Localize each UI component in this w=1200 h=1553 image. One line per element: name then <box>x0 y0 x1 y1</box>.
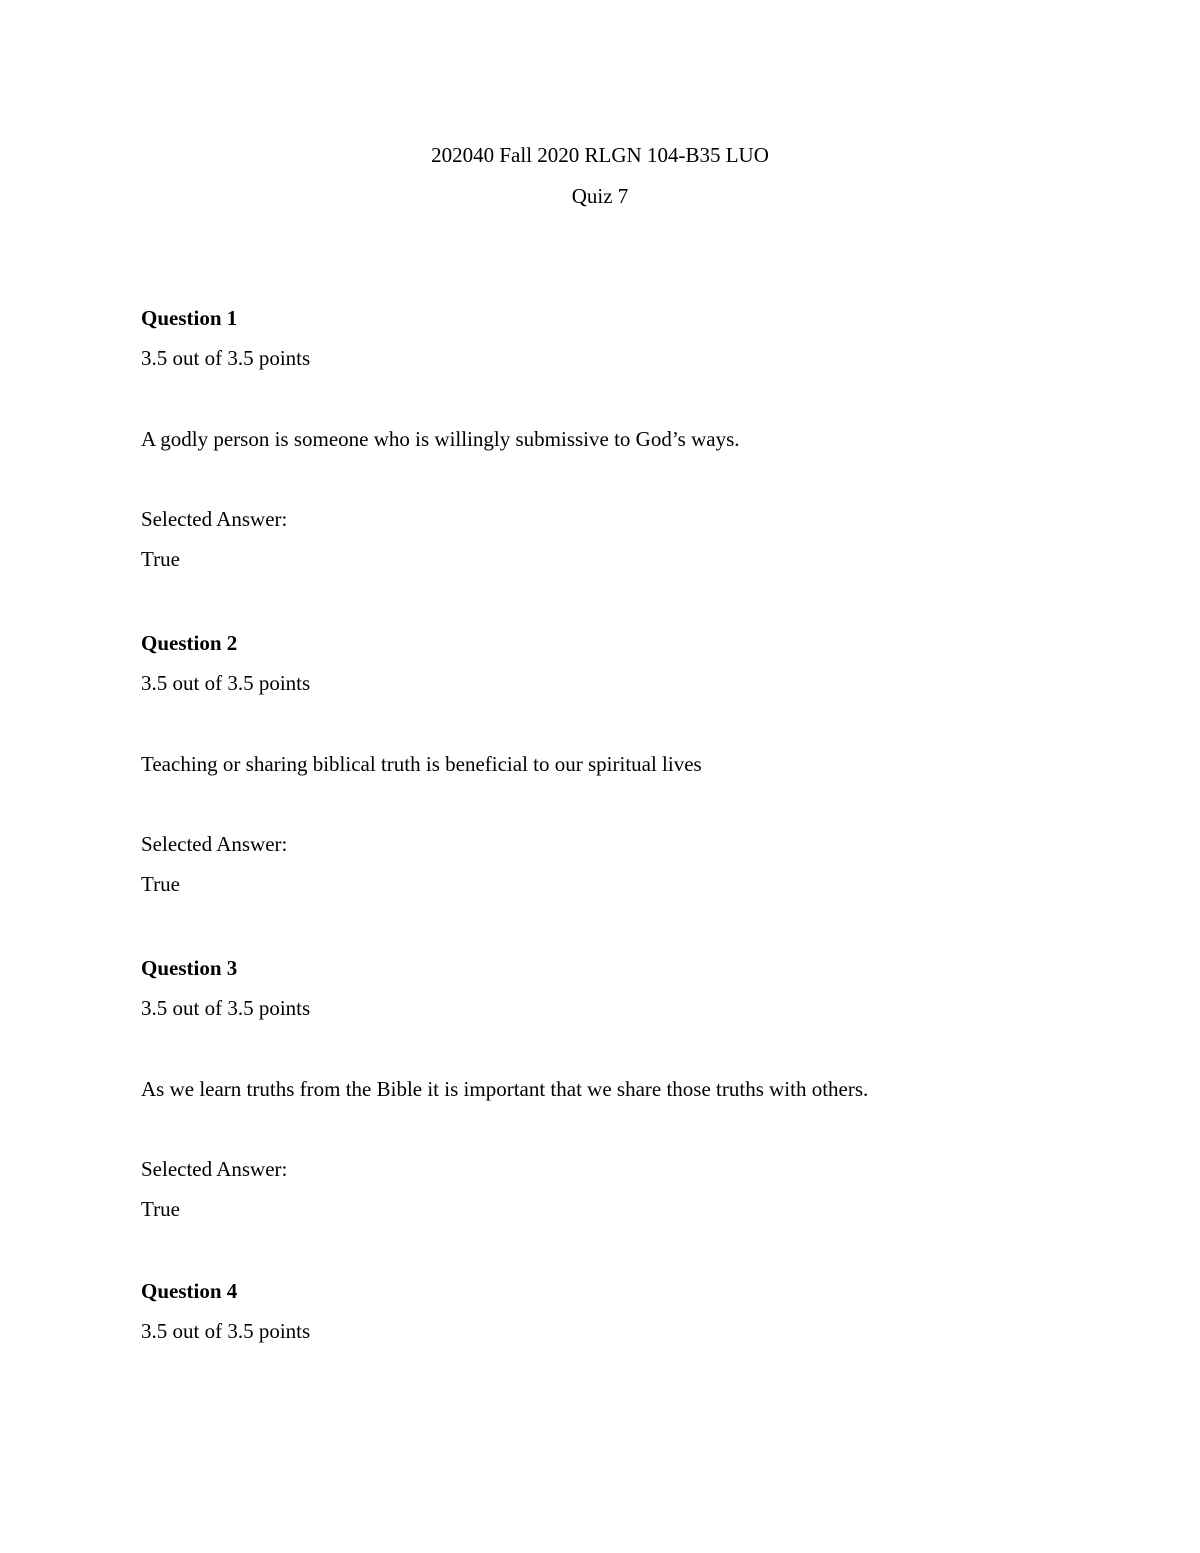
question-points: 3.5 out of 3.5 points <box>141 996 311 1020</box>
question-points: 3.5 out of 3.5 points <box>141 346 311 370</box>
question-text: As we learn truths from the Bible it is important that we share those truths with others. <box>141 1077 869 1101</box>
selected-answer-label: Selected Answer: <box>141 1157 288 1181</box>
course-title: 202040 Fall 2020 RLGN 104-B35 LUO <box>431 143 769 167</box>
selected-answer-value: True <box>141 547 180 571</box>
question-title: Question 1 <box>141 306 238 330</box>
question-title: Question 2 <box>141 631 238 655</box>
question-text: Teaching or sharing biblical truth is beneficial to our spiritual lives <box>141 752 702 776</box>
quiz-title: Quiz 7 <box>571 184 629 208</box>
selected-answer-value: True <box>141 872 180 896</box>
question-title: Question 4 <box>141 1279 238 1303</box>
question-text: A godly person is someone who is willingly submissive to God’s ways. <box>141 427 740 451</box>
question-title: Question 3 <box>141 956 238 980</box>
question-points: 3.5 out of 3.5 points <box>141 671 311 695</box>
selected-answer-value: True <box>141 1197 180 1221</box>
selected-answer-label: Selected Answer: <box>141 507 288 531</box>
selected-answer-label: Selected Answer: <box>141 832 288 856</box>
question-points: 3.5 out of 3.5 points <box>141 1319 311 1343</box>
